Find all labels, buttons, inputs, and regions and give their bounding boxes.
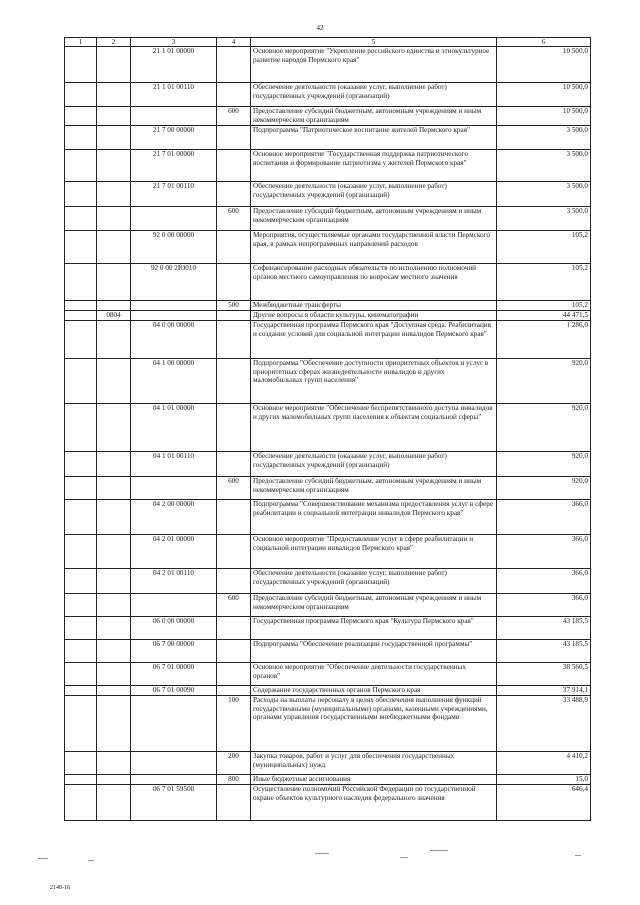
target-code-cell: 21 7 00 00000: [131, 126, 217, 150]
expense-type-cell: [217, 359, 251, 404]
subsection-cell: [97, 107, 131, 126]
description-cell: Осуществление полномочий Российской Федерации по государственной охране объектов культурного наследия федерального значения: [251, 785, 497, 821]
column-header-5: 5: [251, 38, 497, 47]
subsection-cell: [97, 775, 131, 785]
target-code-cell: 04 1 01 00110: [131, 452, 217, 477]
subsection-cell: [97, 452, 131, 477]
target-code-cell: 04 1 01 00000: [131, 404, 217, 452]
target-code-cell: [131, 775, 217, 785]
amount-cell: 3 500,0: [497, 126, 591, 150]
subsection-cell: [97, 663, 131, 686]
amount-cell: 646,4: [497, 785, 591, 821]
target-code-cell: 04 2 01 00000: [131, 535, 217, 569]
subsection-cell: [97, 47, 131, 83]
table-row: [65, 47, 591, 83]
section-cell: [65, 107, 97, 126]
description-cell: Обеспечение деятельности (оказание услуг, выполнение работ) государственных учреждений (организаций): [251, 83, 497, 107]
description-cell: Основное мероприятие "Предоставление услуг в сфере реабилитации и социальной интеграции инвалидов Пермского края": [251, 535, 497, 569]
amount-cell: 3 500,0: [497, 207, 591, 231]
subsection-cell: [97, 752, 131, 775]
expense-type-cell: 600: [217, 107, 251, 126]
subsection-cell: [97, 535, 131, 569]
section-cell: [65, 311, 97, 321]
section-cell: [65, 321, 97, 359]
subsection-cell: [97, 150, 131, 182]
expense-type-cell: 100: [217, 696, 251, 752]
description-cell: Предоставление субсидий бюджетным, автономным учреждениям и иным некоммерческим организациям: [251, 207, 497, 231]
description-cell: Основное мероприятие "Обеспечение деятельности государственных органов": [251, 663, 497, 686]
description-cell: Другие вопросы в области культуры, кинематографии: [251, 311, 497, 321]
description-cell: Предоставление субсидий бюджетным, автономным учреждениям и иным некоммерческим организациям: [251, 107, 497, 126]
expense-type-cell: [217, 569, 251, 594]
column-header-2: 2: [97, 38, 131, 47]
target-code-cell: 04 2 00 00000: [131, 500, 217, 535]
table-row: [65, 207, 591, 231]
description-cell: Мероприятия, осуществляемые органами государственной власти Пермского края, в рамках непрограммных направлений расходов: [251, 231, 497, 264]
budget-table: [64, 37, 591, 821]
table-row: [65, 83, 591, 107]
subsection-cell: [97, 264, 131, 301]
description-cell: Предоставление субсидий бюджетным, автономным учреждениям и иным некоммерческим организациям: [251, 477, 497, 500]
table-row: [65, 182, 591, 207]
amount-cell: 1 286,0: [497, 321, 591, 359]
target-code-cell: 92 0 00 00000: [131, 231, 217, 264]
section-cell: [65, 182, 97, 207]
section-cell: [65, 126, 97, 150]
subsection-cell: [97, 359, 131, 404]
expense-type-cell: 600: [217, 477, 251, 500]
target-code-cell: [131, 311, 217, 321]
section-cell: [65, 83, 97, 107]
amount-cell: 37 914,1: [497, 686, 591, 696]
table-row: [65, 264, 591, 301]
target-code-cell: 04 2 01 00110: [131, 569, 217, 594]
subsection-cell: 0804: [97, 311, 131, 321]
section-cell: [65, 301, 97, 311]
table-body: [65, 47, 591, 821]
subsection-cell: [97, 321, 131, 359]
target-code-cell: [131, 107, 217, 126]
target-code-cell: 04 1 00 00000: [131, 359, 217, 404]
target-code-cell: [131, 207, 217, 231]
target-code-cell: [131, 477, 217, 500]
target-code-cell: 06 7 01 59500: [131, 785, 217, 821]
table-row: [65, 359, 591, 404]
target-code-cell: 21 7 01 00110: [131, 182, 217, 207]
description-cell: Расходы на выплаты персоналу в целях обеспечения выполнения функций государственными (муниципальными) органами, казенными учреждениями, органами управления государственными внебюджетными фондами: [251, 696, 497, 752]
expense-type-cell: [217, 404, 251, 452]
expense-type-cell: [217, 686, 251, 696]
subsection-cell: [97, 569, 131, 594]
description-cell: Основное мероприятие "Укрепление российского единства и этнокультурное развитие народов Пермского края": [251, 47, 497, 83]
expense-type-cell: [217, 83, 251, 107]
section-cell: [65, 640, 97, 663]
target-code-cell: [131, 301, 217, 311]
target-code-cell: 21 1 01 00110: [131, 83, 217, 107]
scan-speck: [38, 858, 48, 859]
subsection-cell: [97, 231, 131, 264]
target-code-cell: 06 7 01 00000: [131, 663, 217, 686]
amount-cell: 105,2: [497, 301, 591, 311]
amount-cell: 43 185,5: [497, 617, 591, 640]
expense-type-cell: [217, 311, 251, 321]
expense-type-cell: 600: [217, 207, 251, 231]
expense-type-cell: 600: [217, 594, 251, 617]
description-cell: Иные бюджетные ассигнования: [251, 775, 497, 785]
target-code-cell: 06 7 00 00000: [131, 640, 217, 663]
expense-type-cell: [217, 452, 251, 477]
amount-cell: 10 500,0: [497, 47, 591, 83]
description-cell: Обеспечение деятельности (оказание услуг, выполнение работ) государственных учреждений (организаций): [251, 569, 497, 594]
expense-type-cell: [217, 126, 251, 150]
expense-type-cell: [217, 535, 251, 569]
amount-cell: 10 500,0: [497, 107, 591, 126]
amount-cell: 3 500,0: [497, 182, 591, 207]
subsection-cell: [97, 500, 131, 535]
table-row: [65, 321, 591, 359]
expense-type-cell: 500: [217, 301, 251, 311]
table-row: [65, 404, 591, 452]
amount-cell: 33 488,9: [497, 696, 591, 752]
table-row: [65, 785, 591, 821]
amount-cell: 920,0: [497, 404, 591, 452]
table-row: [65, 150, 591, 182]
scan-speck: [88, 860, 94, 861]
amount-cell: 366,0: [497, 500, 591, 535]
table-row: [65, 640, 591, 663]
subsection-cell: [97, 785, 131, 821]
expense-type-cell: [217, 47, 251, 83]
subsection-cell: [97, 594, 131, 617]
description-cell: Подпрограмма "Обеспечение доступности приоритетных объектов и услуг в приоритетных сферах жизнедеятельности инвалидов и других маломобильных групп населения": [251, 359, 497, 404]
scan-speck: [315, 853, 329, 854]
section-cell: [65, 47, 97, 83]
subsection-cell: [97, 126, 131, 150]
table-row: [65, 126, 591, 150]
description-cell: Основное мероприятие "Государственная поддержка патриотического воспитания и формирование патриотизма у жителей Пермского края": [251, 150, 497, 182]
expense-type-cell: [217, 264, 251, 301]
target-code-cell: 21 1 01 00000: [131, 47, 217, 83]
page-number: 42: [316, 24, 324, 32]
section-cell: [65, 359, 97, 404]
table-row: [65, 452, 591, 477]
amount-cell: 366,0: [497, 569, 591, 594]
expense-type-cell: [217, 785, 251, 821]
table-row: [65, 500, 591, 535]
table-row: [65, 107, 591, 126]
document-code: 2148-16: [50, 885, 70, 891]
description-cell: Подпрограмма "Совершенствование механизма предоставления услуг в сфере реабилитации и социальной интеграции инвалидов Пермского края": [251, 500, 497, 535]
column-header-4: 4: [217, 38, 251, 47]
description-cell: Закупка товаров, работ и услуг для обеспечения государственных (муниципальных) нужд: [251, 752, 497, 775]
table-row: [65, 617, 591, 640]
section-cell: [65, 594, 97, 617]
target-code-cell: [131, 752, 217, 775]
section-cell: [65, 569, 97, 594]
section-cell: [65, 785, 97, 821]
subsection-cell: [97, 617, 131, 640]
section-cell: [65, 500, 97, 535]
table-row: [65, 775, 591, 785]
section-cell: [65, 617, 97, 640]
amount-cell: 4 410,2: [497, 752, 591, 775]
target-code-cell: [131, 696, 217, 752]
subsection-cell: [97, 477, 131, 500]
description-cell: Основное мероприятие "Обеспечение беспрепятственного доступа инвалидов и других маломобильных групп населения к объектам социальной сферы": [251, 404, 497, 452]
target-code-cell: 92 0 00 2Ю010: [131, 264, 217, 301]
table-row: [65, 535, 591, 569]
subsection-cell: [97, 83, 131, 107]
amount-cell: 43 185,5: [497, 640, 591, 663]
amount-cell: 3 500,0: [497, 150, 591, 182]
amount-cell: 44 471,5: [497, 311, 591, 321]
section-cell: [65, 775, 97, 785]
section-cell: [65, 477, 97, 500]
amount-cell: 38 560,5: [497, 663, 591, 686]
expense-type-cell: 800: [217, 775, 251, 785]
expense-type-cell: [217, 663, 251, 686]
target-code-cell: [131, 594, 217, 617]
target-code-cell: 21 7 01 00000: [131, 150, 217, 182]
description-cell: Софинансирование расходных обязательств по исполнению полномочий органов местного самоуправления по вопросам местного значения: [251, 264, 497, 301]
description-cell: Подпрограмма "Патриотическое воспитание жителей Пермского края": [251, 126, 497, 150]
section-cell: [65, 264, 97, 301]
expense-type-cell: [217, 150, 251, 182]
expense-type-cell: [217, 500, 251, 535]
table-row: [65, 696, 591, 752]
scan-speck: [400, 857, 408, 858]
section-cell: [65, 535, 97, 569]
description-cell: Подпрограмма "Обеспечение реализации государственной программы": [251, 640, 497, 663]
description-cell: Обеспечение деятельности (оказание услуг, выполнение работ) государственных учреждений (организаций): [251, 182, 497, 207]
table-row: [65, 569, 591, 594]
section-cell: [65, 696, 97, 752]
target-code-cell: 04 0 00 00000: [131, 321, 217, 359]
table-row: [65, 311, 591, 321]
expense-type-cell: [217, 640, 251, 663]
table-row: [65, 752, 591, 775]
amount-cell: 10 500,0: [497, 83, 591, 107]
section-cell: [65, 150, 97, 182]
section-cell: [65, 404, 97, 452]
target-code-cell: 06 0 00 00000: [131, 617, 217, 640]
table-row: [65, 477, 591, 500]
subsection-cell: [97, 182, 131, 207]
subsection-cell: [97, 686, 131, 696]
description-cell: Государственная программа Пермского края "Культура Пермского края": [251, 617, 497, 640]
subsection-cell: [97, 301, 131, 311]
amount-cell: 366,0: [497, 535, 591, 569]
column-header-3: 3: [131, 38, 217, 47]
description-cell: Межбюджетные трансферты: [251, 301, 497, 311]
header-row: [65, 38, 591, 47]
expense-type-cell: [217, 321, 251, 359]
table-row: [65, 301, 591, 311]
subsection-cell: [97, 207, 131, 231]
description-cell: Предоставление субсидий бюджетным, автономным учреждениям и иным некоммерческим организациям: [251, 594, 497, 617]
amount-cell: 105,2: [497, 231, 591, 264]
expense-type-cell: [217, 182, 251, 207]
section-cell: [65, 207, 97, 231]
table-row: [65, 594, 591, 617]
description-cell: Содержание государственных органов Пермского края: [251, 686, 497, 696]
section-cell: [65, 452, 97, 477]
subsection-cell: [97, 640, 131, 663]
section-cell: [65, 231, 97, 264]
column-header-6: 6: [497, 38, 591, 47]
subsection-cell: [97, 696, 131, 752]
table-row: [65, 231, 591, 264]
description-cell: Государственная программа Пермского края "Доступная среда. Реабилитация и создание условий для социальной интеграции инвалидов Пермского края": [251, 321, 497, 359]
table-row: [65, 686, 591, 696]
section-cell: [65, 752, 97, 775]
scan-speck: [430, 850, 448, 851]
amount-cell: 15,0: [497, 775, 591, 785]
description-cell: Обеспечение деятельности (оказание услуг, выполнение работ) государственных учреждений (организаций): [251, 452, 497, 477]
amount-cell: 920,0: [497, 359, 591, 404]
table-row: [65, 663, 591, 686]
amount-cell: 920,0: [497, 452, 591, 477]
expense-type-cell: [217, 617, 251, 640]
expense-type-cell: 200: [217, 752, 251, 775]
section-cell: [65, 663, 97, 686]
expense-type-cell: [217, 231, 251, 264]
amount-cell: 366,0: [497, 594, 591, 617]
amount-cell: 105,2: [497, 264, 591, 301]
amount-cell: 920,0: [497, 477, 591, 500]
scan-speck: [575, 855, 581, 856]
subsection-cell: [97, 404, 131, 452]
column-header-1: 1: [65, 38, 97, 47]
section-cell: [65, 686, 97, 696]
target-code-cell: 06 7 01 00090: [131, 686, 217, 696]
